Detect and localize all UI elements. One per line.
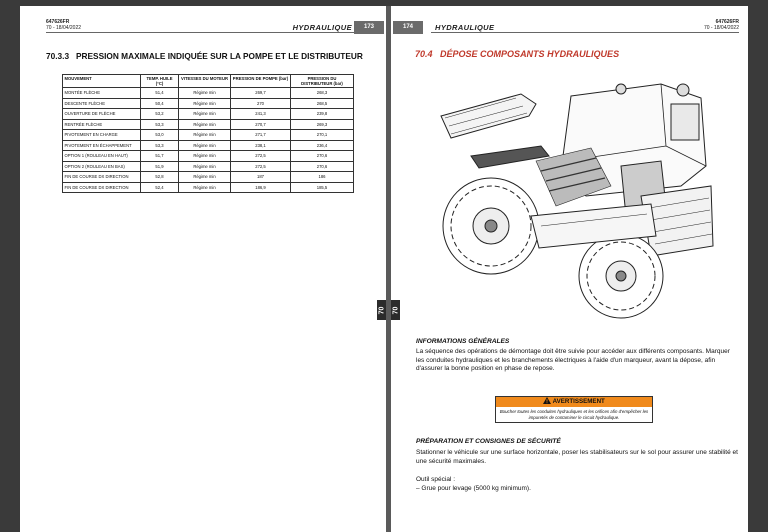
table-row bbox=[63, 140, 354, 151]
cell: DESCENTE FLÈCHE bbox=[63, 98, 141, 109]
chapter-tab bbox=[391, 300, 400, 320]
cell: OPTION 1 (ROULEAU EN HAUT) bbox=[63, 151, 141, 162]
cell: 187 bbox=[231, 172, 291, 183]
cell: Régime min bbox=[179, 119, 231, 130]
cell: 52,4 bbox=[141, 182, 179, 193]
cell: 51,7 bbox=[141, 151, 179, 162]
cell: 272,5 bbox=[231, 161, 291, 172]
cell: 271,7 bbox=[231, 130, 291, 141]
header-title: HYDRAULIQUE bbox=[292, 23, 352, 32]
cell: Régime min bbox=[179, 88, 231, 99]
cell: 270,6 bbox=[291, 161, 354, 172]
prep-text: Stationner le véhicule sur une surface horizontale, poser les stabilisateurs sur le sol pour assurer une stabilité et une sécurité maximales. bbox=[416, 449, 738, 465]
cell: 238,1 bbox=[231, 140, 291, 151]
chapter-tab bbox=[377, 300, 386, 320]
info-heading: INFORMATIONS GÉNÉRALES bbox=[416, 338, 510, 345]
cell: PIVOTEMENT EN ÉCHAPPEMENT bbox=[63, 140, 141, 151]
cell: Régime min bbox=[179, 172, 231, 183]
cell: 185,5 bbox=[291, 182, 354, 193]
header-rule bbox=[431, 32, 739, 33]
table-row bbox=[63, 172, 354, 183]
table-row bbox=[63, 119, 354, 130]
section-title: PRESSION MAXIMALE INDIQUÉE SUR LA POMPE ET LE DISTRIBUTEUR bbox=[76, 51, 363, 61]
doc-info bbox=[704, 20, 739, 31]
chapter-tab-label: 70 bbox=[377, 306, 385, 314]
section-heading bbox=[46, 51, 363, 61]
warning-text: Boucher toutes les conduites hydrauliques et les orifices afin d'empêcher les impuretés de contaminer le circuit hydraulique. bbox=[499, 409, 649, 420]
left-page bbox=[20, 6, 386, 532]
col-header: PRESSION DE POMPE (bar) bbox=[231, 75, 291, 88]
cell: 272,5 bbox=[231, 151, 291, 162]
section-number: 70.4 bbox=[415, 49, 433, 59]
prep-heading: PRÉPARATION ET CONSIGNES DE SÉCURITÉ bbox=[416, 438, 561, 445]
doc-code: 647626FR bbox=[715, 19, 739, 25]
col-header: VITESSES DU MOTEUR bbox=[179, 75, 231, 88]
table-row bbox=[63, 109, 354, 120]
cell: 186,9 bbox=[231, 182, 291, 193]
table-row bbox=[63, 161, 354, 172]
cell: 270,1 bbox=[291, 130, 354, 141]
cell: 186 bbox=[291, 172, 354, 183]
table-header-row bbox=[63, 75, 354, 88]
table-row bbox=[63, 98, 354, 109]
header-title: HYDRAULIQUE bbox=[435, 23, 495, 32]
doc-date: 70 - 18/04/2022 bbox=[46, 24, 82, 31]
cell: 53,2 bbox=[141, 109, 179, 120]
warning-header bbox=[496, 397, 652, 407]
table-row bbox=[63, 130, 354, 141]
right-page bbox=[391, 6, 748, 532]
cell: 236,4 bbox=[291, 140, 354, 151]
table-row bbox=[63, 182, 354, 193]
cell: RENTRÉE FLÈCHE bbox=[63, 119, 141, 130]
telehandler-illustration bbox=[421, 76, 721, 326]
page-number: 174 bbox=[393, 21, 423, 34]
cell: Régime min bbox=[179, 182, 231, 193]
cell: OPTION 2 (ROULEAU EN BAS) bbox=[63, 161, 141, 172]
cell: 270,7 bbox=[231, 119, 291, 130]
cell: PIVOTEMENT EN CHARGE bbox=[63, 130, 141, 141]
cell: Régime min bbox=[179, 140, 231, 151]
doc-date: 70 - 18/04/2022 bbox=[703, 24, 739, 31]
cell: 53,0 bbox=[141, 130, 179, 141]
warning-box bbox=[495, 396, 653, 423]
cell: Régime min bbox=[179, 161, 231, 172]
cell: FIN DE COURSE DX DIRECTION bbox=[63, 172, 141, 183]
cell: Régime min bbox=[179, 98, 231, 109]
cell: OUVERTURE DE FLÈCHE bbox=[63, 109, 141, 120]
info-text: La séquence des opérations de démontage doit être suivie pour accéder aux différents composants. Marquer les conduites hydrauliques et les branchements électriques à l'aide d'un marqueur, avant la dépose, afin d'assurer la bonne position en phase de repose. bbox=[416, 348, 730, 373]
col-header: TEMP. HUILE (°C) bbox=[141, 75, 179, 88]
table-row bbox=[63, 151, 354, 162]
cell: MONTÉE FLÈCHE bbox=[63, 88, 141, 99]
pressure-table bbox=[62, 74, 354, 193]
tool-label: Outil spécial : bbox=[416, 476, 456, 483]
cell: Régime min bbox=[179, 151, 231, 162]
cell: 269,3 bbox=[291, 119, 354, 130]
cell: 270,6 bbox=[291, 151, 354, 162]
cell: 52,8 bbox=[141, 172, 179, 183]
section-number: 70.3.3 bbox=[46, 51, 70, 61]
col-header: MOUVEMENT bbox=[63, 75, 141, 88]
cell: 268,5 bbox=[291, 98, 354, 109]
table-row bbox=[63, 88, 354, 99]
cell: 270 bbox=[231, 98, 291, 109]
cell: 51,4 bbox=[141, 88, 179, 99]
cell: Régime min bbox=[179, 109, 231, 120]
warning-title: AVERTISSEMENT bbox=[552, 398, 605, 405]
cell: 50,4 bbox=[141, 98, 179, 109]
cell: 53,3 bbox=[141, 119, 179, 130]
chapter-tab-label: 70 bbox=[391, 306, 399, 314]
cell: 53,3 bbox=[141, 140, 179, 151]
page-number: 173 bbox=[354, 21, 384, 34]
header-rule bbox=[46, 32, 354, 33]
warning-triangle-icon bbox=[543, 397, 551, 404]
cell: FIN DE COURSE DX DIRECTION bbox=[63, 182, 141, 193]
tool-item: – Grue pour levage (5000 kg minimum). bbox=[416, 484, 531, 492]
section-title: DÉPOSE COMPOSANTS HYDRAULIQUES bbox=[440, 49, 620, 59]
section-heading bbox=[415, 49, 619, 59]
cell: 239,8 bbox=[291, 109, 354, 120]
doc-code: 647626FR bbox=[46, 19, 70, 25]
col-header: PRESSION DU DISTRIBUTEUR (bar) bbox=[291, 75, 354, 88]
cell: Régime min bbox=[179, 130, 231, 141]
tool-section bbox=[416, 476, 738, 493]
cell: 51,9 bbox=[141, 161, 179, 172]
cell: 269,7 bbox=[231, 88, 291, 99]
doc-info bbox=[46, 20, 81, 31]
cell: 268,3 bbox=[291, 88, 354, 99]
cell: 241,3 bbox=[231, 109, 291, 120]
